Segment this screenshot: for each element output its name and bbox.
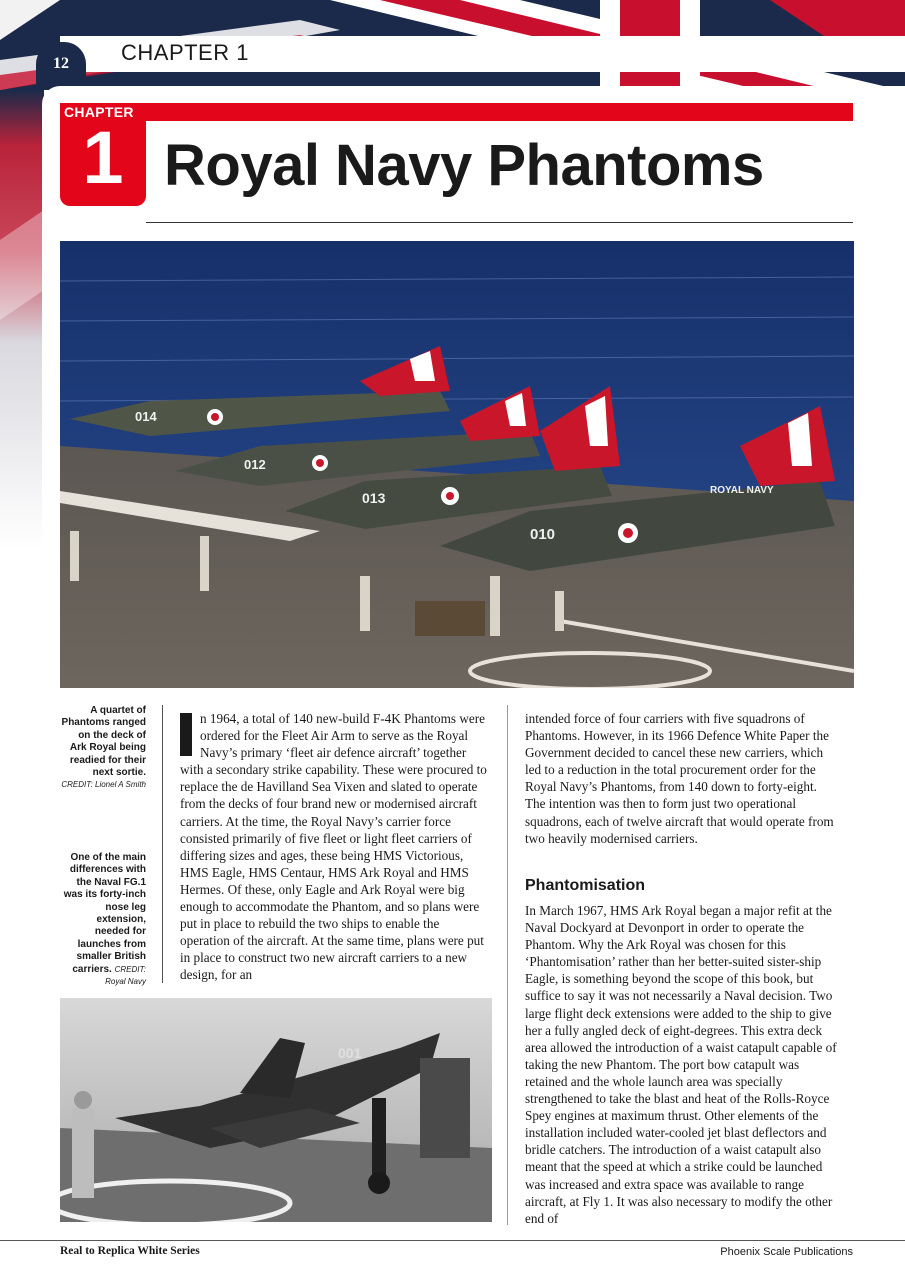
svg-text:014: 014 bbox=[135, 409, 157, 424]
body-paragraph-1: n 1964, a total of 140 new-build F-4K Phantoms were ordered for the Fleet Air Arm to serve as the Royal Navy’s primary ‘fleet air defence aircraft’ together with a secondary strike capability. These were procured to replace the de Havilland Sea Vixen and slated to operate from the decks of four brand new or modernised aircraft carriers. At the time, the Royal Navy’s carrier force consisted primarily of five fleet or light fleet carriers of differing sizes and ages, these being HMS Victorious, HMS Eagle, HMS Centaur, HMS Ark Royal and HMS Hermes. Of these, only Eagle and Ark Royal were big enough to accommodate the Phantom, and so plans were put in place to rebuild the two ships to enable the operation of the aircraft. At the same time, plans were put in place to construct two new aircraft carriers to a new design, for an bbox=[180, 711, 487, 983]
footer-publisher: Phoenix Scale Publications bbox=[720, 1246, 853, 1258]
svg-text:ROYAL NAVY: ROYAL NAVY bbox=[710, 485, 774, 496]
photo-phantoms-on-deck bbox=[60, 241, 854, 688]
svg-text:010: 010 bbox=[530, 526, 556, 543]
running-title: CHAPTER 1 bbox=[121, 40, 249, 65]
aircraft-marking: 001 bbox=[338, 1045, 362, 1061]
photo-phantom-launch bbox=[60, 998, 492, 1222]
chapter-label: CHAPTER bbox=[64, 104, 134, 120]
title-rule bbox=[146, 222, 853, 223]
body-paragraph-2: intended force of four carriers with five squadrons of Phantoms. However, in its 1966 Defence White Paper the Government decided to cancel these new carriers, which led to a reduction in the total procurement order for the Royal Navy’s Phantoms, from 140 down to forty-eight. The intention was then to form just two operational squadrons, each of twelve aircraft that would operate from two heavily modernised carriers. bbox=[525, 711, 834, 846]
body-column-1 bbox=[180, 710, 490, 984]
column-rule bbox=[507, 705, 508, 1225]
caption-bw-photo bbox=[60, 852, 146, 988]
body-column-2b bbox=[525, 902, 837, 1227]
caption-text: One of the main differences with the Naval FG.1 was its forty-inch nose leg extension, needed for launches from smaller British carriers. bbox=[63, 852, 146, 975]
footer-series: Real to Replica White Series bbox=[60, 1245, 200, 1257]
chapter-red-rule bbox=[60, 103, 853, 121]
page-number: 12 bbox=[36, 42, 86, 86]
caption-main-photo bbox=[60, 705, 146, 792]
drop-cap-i bbox=[180, 713, 192, 756]
body-column-2 bbox=[525, 710, 837, 847]
svg-text:012: 012 bbox=[244, 457, 266, 472]
subheading-phantomisation: Phantomisation bbox=[525, 877, 646, 894]
body-paragraph-3: In March 1967, HMS Ark Royal began a major refit at the Naval Dockyard at Devonport in order to operate the Phantom. Why the Ark Royal was chosen for this ‘Phantomisation’ rather than her better-suited sister-ship Eagle, is something beyond the scope of this book, but suffice to say it was not necessarily a Naval decision. Two large flight deck extensions were added to the ship to give her a fully angled deck of eight-degrees. This extra deck area allowed the introduction of a waist catapult capable of taking the new Phantom. The port bow catapult was retained and the whole launch area was specially strengthened to take the blast and heat of the Rolls-Royce Spey engines at maximum thrust. Other elements of the installation included water-cooled jet blast deflectors and bridle catchers. The introduction of a waist catapult also meant that the speed at which a strike could be launched was increased and extra space was available to range aircraft, at Fly 1. It was also necessary to modify the other end of bbox=[525, 903, 837, 1226]
side-flag-graphic bbox=[0, 90, 44, 550]
caption-credit: CREDIT: Royal Navy bbox=[105, 964, 146, 987]
caption-rule bbox=[162, 705, 163, 983]
svg-text:013: 013 bbox=[362, 490, 386, 506]
chapter-title: Royal Navy Phantoms bbox=[164, 133, 764, 198]
caption-text: A quartet of Phantoms ranged on the deck of Ark Royal being readied for their next sortie. bbox=[61, 705, 146, 779]
footer-rule bbox=[0, 1240, 905, 1241]
chapter-number: 1 bbox=[82, 116, 124, 199]
caption-credit: CREDIT: Lionel A Smith bbox=[61, 780, 146, 790]
